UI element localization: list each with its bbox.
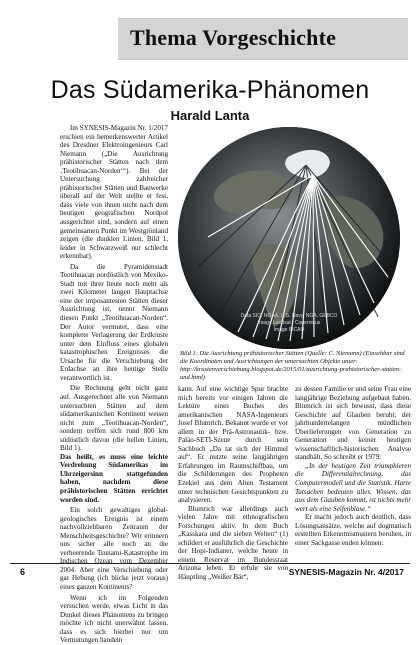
quote: „In der heutigen Zeit triumphieren die Differentialrechnung, das Computermodell und die Statistik. Harte Tatsachen bedeuten alles. Wissen, das aus dem Glauben kommt, ist nichts mehr wert als eine Seifenblase.“ bbox=[295, 461, 411, 513]
left-column bbox=[60, 124, 168, 645]
paragraph: Die Rechnung geht nicht ganz auf. Ausgerechnet alle von Niemann untersuchten Stätten auf dem südamerikanischen Kontinent weisen nicht zum „Teotihuacan-Norden“, sondern treffen sich rund 800 km südöstlich davon (die hellen Linien, Bild 1). bbox=[60, 384, 168, 453]
section-header bbox=[118, 18, 408, 60]
magazine-issue: SYNESIS-Magazin Nr. 4/2017 bbox=[288, 567, 404, 577]
middle-column bbox=[178, 385, 288, 582]
paragraph: Blumrich war allerdings auch vielen Jahre mit ethnografischen Forschungen aktiv. In dem Buch „Kasskara und die sieben Welten“ (1) schildert er ausführlich die Geschichte der Hopi-Indianer, welche heute in einem Reservat im Bundesstaat Arizona leben. Er erfuhr sie von Häuptling „Weißer Bär“, bbox=[178, 504, 288, 582]
paragraph: kann. Auf eine wichtige Spur brachte mich bereits vor einigen Jahren die Lektüre eines Buches des amerikanischen NASA-Ingenieurs Josef Blumrich. Bekannt wurde er vor allem in der Prä-Astronautik- bzw. Paläo-SETI-Szene durch sein Sachbuch „Da tat sich der Himmel auf“. Er nutzte seine langjährigen Erfahrungen im Raumschiffbau, um die Schilderungen des Propheten Ezekiel aus dem Alten Testament unter technischen Gesichtspunkten zu analysieren. bbox=[178, 385, 288, 505]
page-footer bbox=[10, 563, 410, 578]
page-number: 6 bbox=[20, 567, 26, 577]
figure-caption: Bild 1: Die Ausrichtung prähistorischer Stätten (Quelle: C. Niemann) (Einsehbar sind die Koordinaten und Ausrichtungen der untersuchten Objekte unter: http://krustenverschiebung.blogspot.de/2015/01/ausrichtung-prahistorischer-statten-und.html) bbox=[180, 350, 405, 381]
paragraph: Im SYNESIS-Magazin Nr. 1/2017 erschien ein bemerkenswerter Artikel des Dresdner Elektroingenieurs Carl Niemann („Die Ausrichtung prähistorischer Stätten nach dem ‚Teotihuacan-Norden‘“). Bei der Untersuchung zahlreicher prähistorischer Stätten und Bauwerke überall auf der Welt stellte er fest, dass viele von ihnen nicht nach dem heutigen geografischen Nordpol ausgerichtet sind, sondern auf einen gemeinsamen Punkt im Westgrönland zeigen (die dunklen Linien, Bild 1, leider in Schwarzweiß nur schlecht erkennbar). bbox=[60, 124, 168, 261]
paragraph: Wenn ich im Folgenden versuchen werde, etwas Licht in das Dunkel dieses Phänomens zu bringen möchte ich nicht unerwähnt lassen, dass es sich hierbei nur um Vermutungen handeln bbox=[60, 593, 168, 645]
article-title: Das Südamerika-Phänomen bbox=[50, 76, 370, 104]
globe-image bbox=[178, 127, 400, 349]
globe-figure bbox=[178, 127, 400, 349]
paragraph: zu dessen Familie er und seine Frau eine langjährige Beziehung aufgebaut haben. Blumrich ist sich bewusst, dass diese Geschichte auf Glauben beruht; der jahrhundertelangen mündlichen Überlieferungen von Generation zu Generation und keiner heutigen wissenschaftlich-historischen Analyse standhält. So schreibt er 1979: bbox=[295, 385, 411, 462]
image-credit-3: Image IBCAO bbox=[273, 327, 305, 333]
article-author: Harald Lanta bbox=[170, 108, 250, 123]
image-credit-2: Image Landsat / Copernicus bbox=[257, 320, 321, 326]
right-column bbox=[295, 385, 411, 547]
paragraph: Er macht jedoch auch deutlich, dass Lösungsansätze, welche auf dogmatisch erstellten Erkenntnismustern beruhen, in einer Sackgasse enden können: bbox=[295, 513, 411, 547]
section-title: Thema Vorgeschichte bbox=[130, 25, 337, 50]
paragraph: Ein solch gewaltiges global-geologisches Ereignis ist einem nachvollziehbaren Zeitraum der Menschheitsgeschichte? Wir erinnern uns sicher alle noch an die verheerende Tsunami-Katastrophe im Indischen Ozean vom Dezember 2004. Aber eine Verschiebung oder gar Hebung (ich blicke jetzt voraus) eines ganzen Kontinents? bbox=[60, 506, 168, 591]
image-credit: Data SIO, NOAA, U.S. Navy, NGA, GEBCO bbox=[240, 313, 338, 319]
bold-statement: Das heißt, es muss eine leichte Verdrehung Südamerikas im Uhrzeigersinn stattgefunden haben, nachdem diese prähistorischen Stätten errichtet worden sind. bbox=[60, 452, 168, 504]
paragraph: Da die Pyramidenstadt Teotihuacan nordöstlich von Mexiko-Stadt mit ihrer heute noch mehr als zwei Kilometer langen Hauptachse eine der imposantesten Stätten dieser Ausrichtung ist, nennt Niemann diesen Punkt „Teotihuacan-Norden“. Der Autor vermutet, dass eine komplette Verlagerung der Erdkruste unter dem Einfluss eines globalen katastrophischen Ereignisses die Ursache für die Verschiebung der Erdachse an ihre heutige Stelle verantwortlich ist. bbox=[60, 262, 168, 382]
